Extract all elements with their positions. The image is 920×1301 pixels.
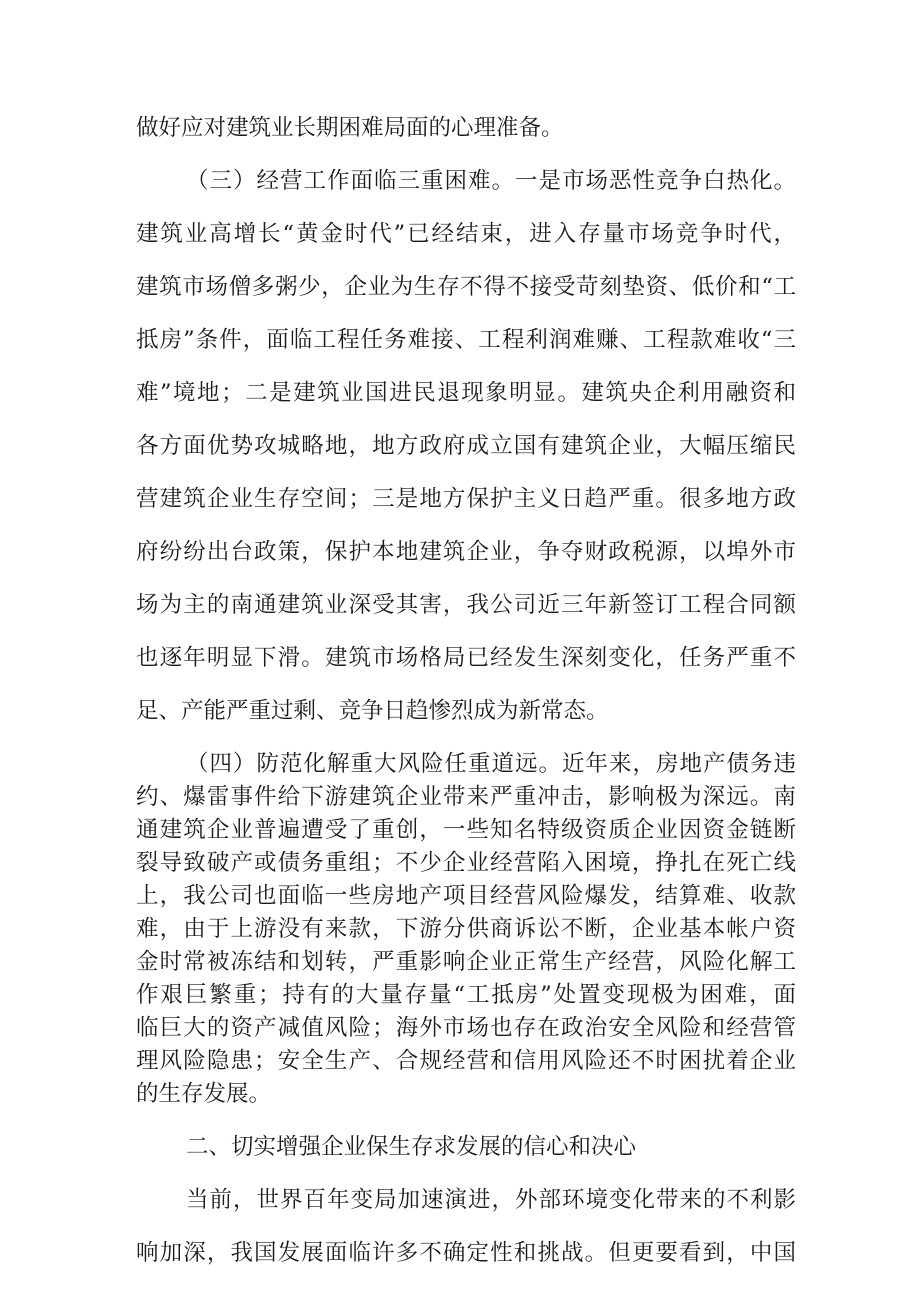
paragraph-line: 裂导致破产或债务重组；不少企业经营陷入困境，挣扎在死亡线 [136,850,796,876]
paragraph-line: 府纷纷出台政策，保护本地建筑企业，争夺财政税源，以埠外市 [136,539,796,565]
section-three-heading-line: （三）经营工作面临三重困难。一是市场恶性竞争白热化。 [186,168,796,194]
paragraph-line: 的生存发展。 [136,1081,272,1107]
paragraph-line: 金时常被冻结和划转，严重影响企业正常生产经营，风险化解工 [136,949,796,975]
paragraph-line: 临巨大的资产减值风险；海外市场也存在政治安全风险和经营管 [136,1015,796,1041]
paragraph-line: 场为主的南通建筑业深受其害，我公司近三年新签订工程合同额 [136,592,796,618]
paragraph-line: 约、爆雷事件给下游建筑企业带来严重冲击，影响极为深远。南 [136,784,796,810]
paragraph-line: 作艰巨繁重；持有的大量存量“工抵房”处置变现极为困难，面 [136,982,796,1008]
paragraph-line: 营建筑企业生存空间；三是地方保护主义日趋严重。很多地方政 [136,486,796,512]
paragraph-line: 建筑业高增长“黄金时代”已经结束，进入存量市场竞争时代， [136,221,796,247]
paragraph-line: 建筑市场僧多粥少，企业为生存不得不接受苛刻垫资、低价和“工 [136,274,796,300]
paragraph-line: 响加深，我国发展面临许多不确定性和挑战。但更要看到，中国 [136,1240,796,1266]
paragraph-line: 难”境地；二是建筑业国进民退现象明显。建筑央企利用融资和 [136,380,796,406]
paragraph-line: 足、产能严重过剩、竞争日趋惨烈成为新常态。 [136,698,609,724]
paragraph-line: 做好应对建筑业长期困难局面的心理准备。 [136,115,564,141]
paragraph-line: 理风险隐患；安全生产、合规经营和信用风险还不时困扰着企业 [136,1048,796,1074]
paragraph-line: 上，我公司也面临一些房地产项目经营风险爆发，结算难、收款 [136,883,796,909]
paragraph-line: 抵房”条件，面临工程任务难接、工程利润难赚、工程款难收“三 [136,327,796,353]
paragraph-line: 各方面优势攻城略地，地方政府成立国有建筑企业，大幅压缩民 [136,433,796,459]
paragraph-line: 也逐年明显下滑。建筑市场格局已经发生深刻变化，任务严重不 [136,645,796,671]
section-two-heading: 二、切实增强企业保生存求发展的信心和决心 [186,1134,637,1160]
paragraph-line: 难，由于上游没有来款，下游分供商诉讼不断，企业基本帐户资 [136,916,796,942]
section-four-heading-line: （四）防范化解重大风险任重道远。近年来，房地产债务违 [186,751,796,777]
paragraph-line: 通建筑企业普遍遭受了重创，一些知名特级资质企业因资金链断 [136,817,796,843]
paragraph-line: 当前，世界百年变局加速演进，外部环境变化带来的不利影 [186,1187,796,1213]
